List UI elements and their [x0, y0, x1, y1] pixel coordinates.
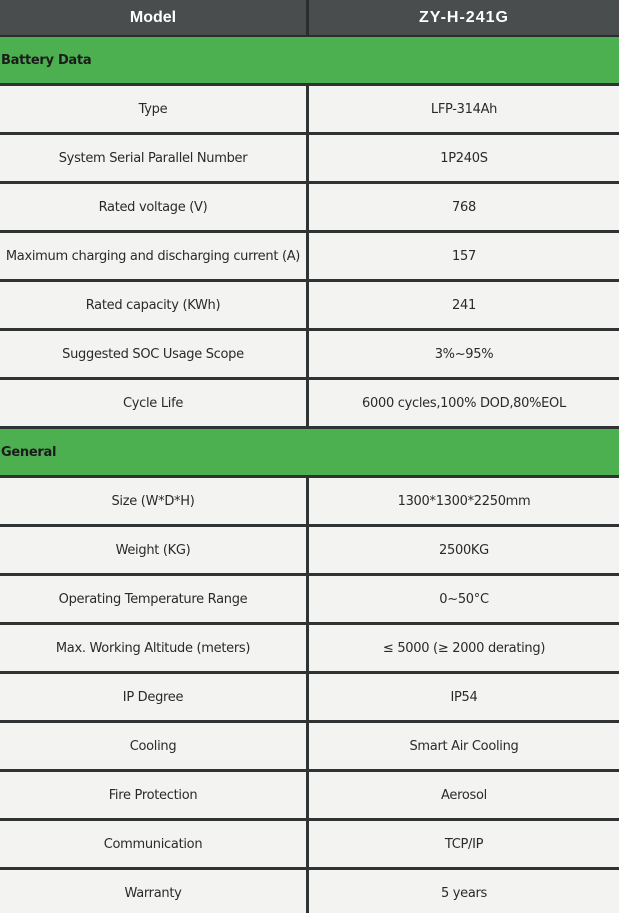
spec-label: Cycle Life — [122, 395, 184, 411]
spec-value: 241 — [306, 282, 619, 328]
spec-value: ≤ 5000 (≥ 2000 derating) — [306, 625, 619, 671]
spec-label: Rated capacity (KWh) — [85, 297, 221, 313]
table-row — [0, 233, 619, 282]
spec-label: Fire Protection — [108, 787, 198, 803]
spec-value: 2500KG — [306, 527, 619, 573]
table-row — [0, 821, 619, 870]
spec-value: LFP-314Ah — [306, 86, 619, 132]
spec-label: Size (W*D*H) — [111, 493, 195, 509]
section-title: Battery Data — [1, 52, 92, 68]
spec-label: Rated voltage (V) — [98, 199, 208, 215]
spec-label: Operating Temperature Range — [58, 591, 248, 607]
spec-label: IP Degree — [122, 689, 184, 705]
spec-label: System Serial Parallel Number — [58, 150, 248, 166]
spec-label: Type — [138, 101, 168, 117]
section-header-row — [0, 429, 619, 478]
spec-value: 5 years — [306, 870, 619, 913]
table-body — [0, 37, 619, 913]
spec-value: 6000 cycles,100% DOD,80%EOL — [306, 380, 619, 426]
spec-value: Aerosol — [306, 772, 619, 818]
spec-value: IP54 — [306, 674, 619, 720]
table-row — [0, 625, 619, 674]
spec-value: Smart Air Cooling — [306, 723, 619, 769]
spec-value: 157 — [306, 233, 619, 279]
table-row — [0, 380, 619, 429]
spec-label: Max. Working Altitude (meters) — [55, 640, 251, 656]
spec-value: 1300*1300*2250mm — [306, 478, 619, 524]
section-header-row — [0, 37, 619, 86]
spec-label: Warranty — [124, 885, 182, 901]
spec-label: Suggested SOC Usage Scope — [62, 346, 244, 362]
spec-label: Cooling — [129, 738, 177, 754]
spec-value: 1P240S — [306, 135, 619, 181]
table-row — [0, 527, 619, 576]
spec-value: 3%~95% — [306, 331, 619, 377]
table-row — [0, 772, 619, 821]
header-model-value: ZY-H-241G — [306, 0, 619, 35]
spec-value: TCP/IP — [306, 821, 619, 867]
table-row — [0, 576, 619, 625]
table-row — [0, 282, 619, 331]
table-row — [0, 478, 619, 527]
spec-value: 768 — [306, 184, 619, 230]
table-row — [0, 331, 619, 380]
spec-value: 0~50°C — [306, 576, 619, 622]
table-row — [0, 723, 619, 772]
spec-label: Maximum charging and discharging current (A) — [5, 248, 301, 264]
table-row — [0, 135, 619, 184]
table-row — [0, 674, 619, 723]
table-row — [0, 86, 619, 135]
table-row — [0, 870, 619, 913]
section-title: General — [1, 444, 57, 460]
spec-label: Weight (KG) — [115, 542, 191, 558]
header-label: Model — [129, 8, 177, 26]
table-header-row — [0, 0, 619, 37]
table-row — [0, 184, 619, 233]
spec-label: Communication — [103, 836, 203, 852]
